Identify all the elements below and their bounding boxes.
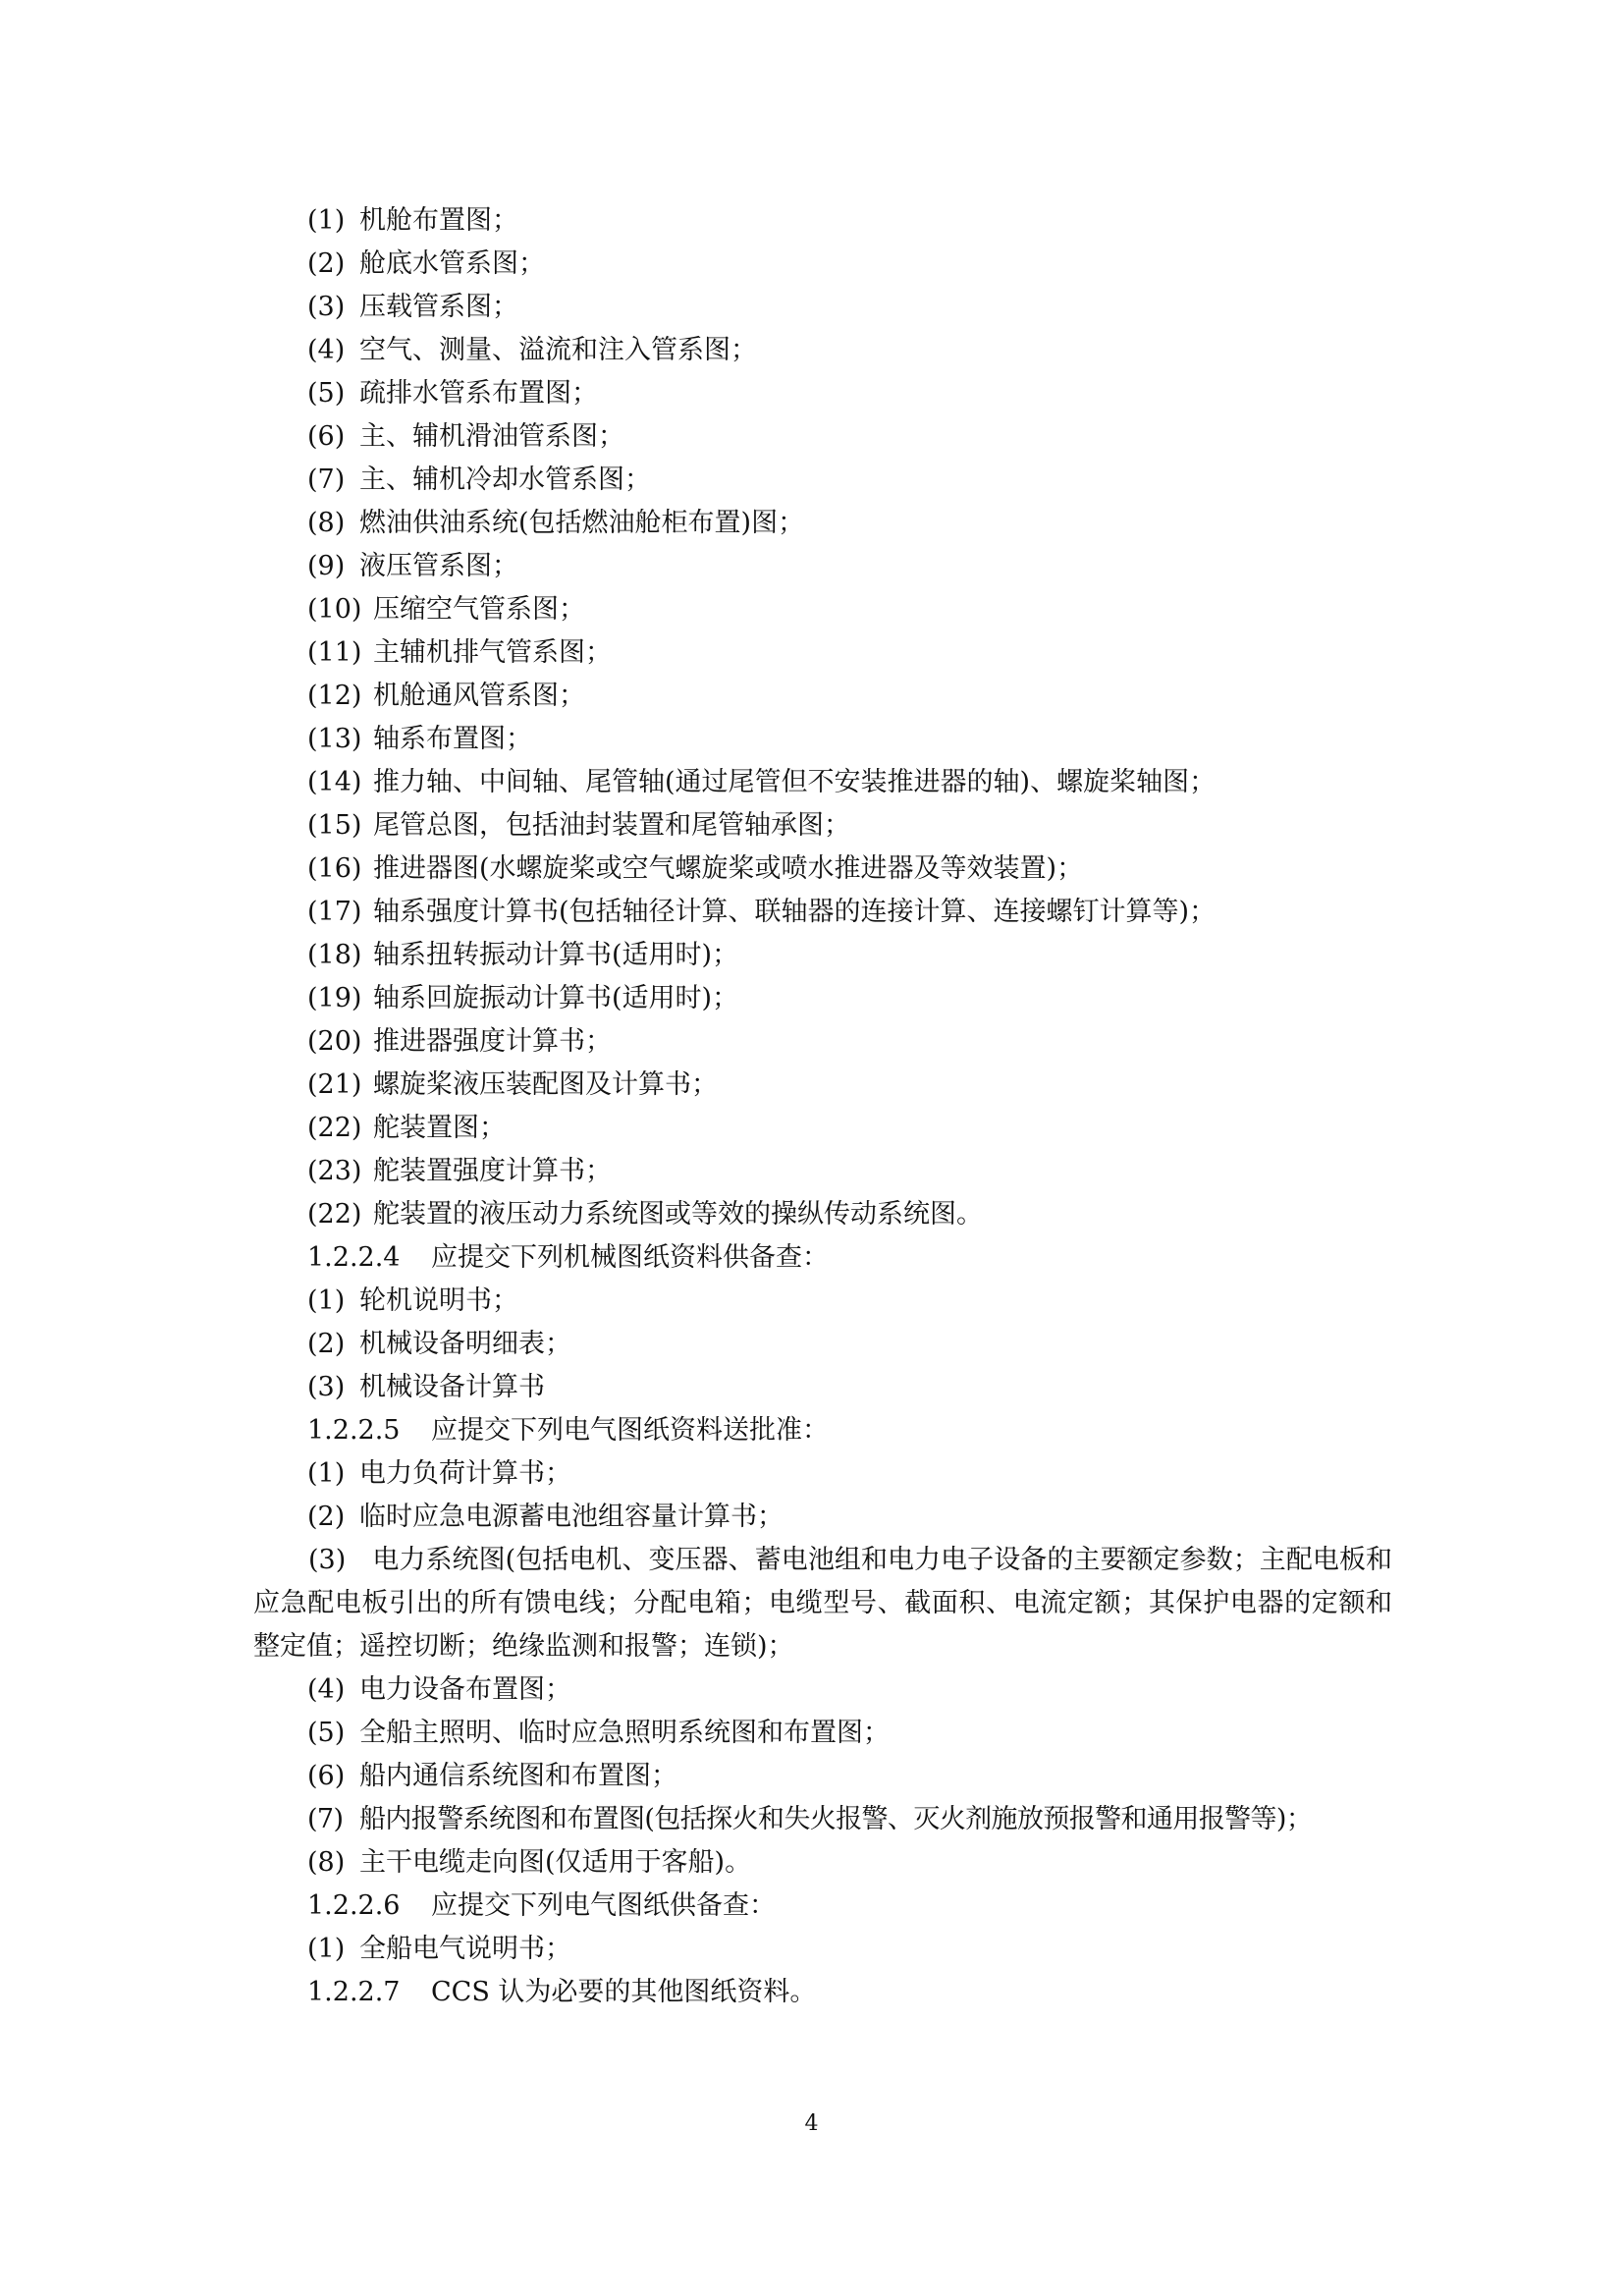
item-text: 舵装置图； bbox=[373, 1113, 506, 1143]
item-text: 主辅机排气管系图； bbox=[373, 637, 612, 668]
list-item bbox=[307, 1496, 784, 1539]
list-item bbox=[307, 1452, 571, 1496]
item-number: (10) bbox=[307, 594, 362, 625]
list-item bbox=[307, 1323, 571, 1366]
list-item bbox=[307, 1193, 983, 1236]
item-number: (16) bbox=[307, 853, 362, 884]
list-item bbox=[307, 675, 585, 718]
item-number: (7) bbox=[307, 1804, 344, 1834]
item-text: 轴系回旋振动计算书(适用时)； bbox=[373, 983, 739, 1013]
item-number: (5) bbox=[307, 378, 346, 409]
item-number: (2) bbox=[307, 248, 346, 279]
list-item bbox=[307, 329, 757, 372]
item-number: (18) bbox=[307, 940, 362, 970]
item-text: 主、辅机冷却水管系图； bbox=[359, 465, 651, 495]
list-item bbox=[307, 1280, 518, 1323]
list-item bbox=[307, 545, 518, 588]
section-text: 应提交下列电气图纸资料送批准： bbox=[431, 1415, 829, 1446]
item-number: (4) bbox=[307, 335, 346, 365]
item-number: (22) bbox=[307, 1113, 362, 1143]
list-item bbox=[307, 199, 518, 243]
item-number: (1) bbox=[307, 1285, 346, 1316]
list-item bbox=[307, 977, 738, 1020]
item-text: 推进器图(水螺旋桨或空气螺旋桨或喷水推进器及等效装置)； bbox=[373, 853, 1084, 884]
section-heading bbox=[307, 1236, 829, 1280]
list-item bbox=[307, 847, 1083, 891]
item-number: (1) bbox=[307, 205, 346, 236]
section-text: 应提交下列电气图纸供备查： bbox=[431, 1890, 776, 1921]
list-item bbox=[307, 804, 850, 847]
item-number: (19) bbox=[307, 983, 362, 1013]
list-item bbox=[307, 1928, 571, 1971]
item-number: (8) bbox=[307, 508, 346, 538]
item-text: 机舱布置图； bbox=[359, 205, 518, 236]
item-text: 临时应急电源蓄电池组容量计算书； bbox=[359, 1502, 784, 1532]
list-item bbox=[307, 502, 804, 545]
item-number: (23) bbox=[307, 1156, 362, 1186]
item-text: 舱底水管系图； bbox=[359, 248, 545, 279]
item-number: (9) bbox=[307, 551, 346, 581]
item-text: 舵装置强度计算书； bbox=[373, 1156, 612, 1186]
list-item bbox=[307, 1712, 890, 1755]
item-text: 轮机说明书； bbox=[359, 1285, 518, 1316]
item-number: (3) bbox=[307, 1372, 346, 1402]
item-text: 电力负荷计算书； bbox=[359, 1458, 571, 1489]
item-number: (4) bbox=[307, 1674, 346, 1705]
item-number: (2) bbox=[307, 1329, 346, 1359]
item-text: 压载管系图； bbox=[359, 292, 518, 322]
item-text: 推进器强度计算书； bbox=[373, 1026, 612, 1057]
section-text: CCS 认为必要的其他图纸资料。 bbox=[431, 1977, 817, 2007]
item-text: 全船主照明、临时应急照明系统图和布置图； bbox=[359, 1718, 890, 1748]
list-item bbox=[307, 1150, 612, 1193]
item-number: (14) bbox=[307, 767, 362, 797]
list-item bbox=[307, 1755, 677, 1798]
item-number: (15) bbox=[307, 810, 362, 841]
list-item bbox=[307, 588, 585, 631]
section-heading bbox=[307, 1409, 829, 1452]
item-text: 主、辅机滑油管系图； bbox=[359, 421, 624, 452]
item-text: 机械设备计算书 bbox=[359, 1372, 545, 1402]
item-number: (2) bbox=[307, 1502, 346, 1532]
item-text: 主干电缆走向图(仅适用于客船)。 bbox=[359, 1847, 752, 1878]
item-text: 推力轴、中间轴、尾管轴(通过尾管但不安装推进器的轴)、螺旋桨轴图； bbox=[373, 767, 1217, 797]
section-heading bbox=[307, 1885, 776, 1928]
section-number: 1.2.2.5 bbox=[307, 1415, 401, 1446]
section-number: 1.2.2.7 bbox=[307, 1977, 401, 2007]
list-item bbox=[307, 761, 1216, 804]
item-number: (1) bbox=[307, 1934, 346, 1964]
list-item bbox=[307, 372, 598, 415]
item-text: 液压管系图； bbox=[359, 551, 518, 581]
item-text: 电力设备布置图； bbox=[359, 1674, 571, 1705]
section-text: 应提交下列机械图纸资料供备查： bbox=[431, 1242, 829, 1273]
list-item bbox=[307, 1798, 1312, 1841]
item-number: (11) bbox=[307, 637, 362, 668]
item-number: (22) bbox=[307, 1199, 362, 1230]
item-text: 轴系扭转振动计算书(适用时)； bbox=[373, 940, 739, 970]
item-text: 机械设备明细表； bbox=[359, 1329, 571, 1359]
list-item bbox=[307, 1668, 571, 1712]
item-text: 轴系布置图； bbox=[373, 724, 532, 754]
list-item bbox=[307, 1107, 506, 1150]
section-number: 1.2.2.4 bbox=[307, 1242, 401, 1273]
item-number: (17) bbox=[307, 897, 362, 927]
item-text: 轴系强度计算书(包括轴径计算、联轴器的连接计算、连接螺钉计算等)； bbox=[373, 897, 1217, 927]
item-number: (6) bbox=[307, 1761, 346, 1791]
list-item bbox=[307, 243, 545, 286]
item-text: 舵装置的液压动力系统图或等效的操纵传动系统图。 bbox=[373, 1199, 983, 1230]
list-item bbox=[307, 286, 518, 329]
section-heading bbox=[307, 1971, 816, 2014]
item-text: 压缩空气管系图； bbox=[373, 594, 585, 625]
list-item bbox=[307, 718, 532, 761]
item-number: (8) bbox=[307, 1847, 346, 1878]
item-3-paragraph: (3) 电力系统图(包括电机、变压器、蓄电池组和电力电子设备的主要额定参数；主配电板和应急配电板引出的所有馈电线；分配电箱；电缆型号、截面积、电流定额；其保护电器的定额和整定值；遥控切断；绝缘监测和报警；连锁)； bbox=[253, 1545, 1392, 1662]
item-text: 全船电气说明书； bbox=[359, 1934, 571, 1964]
page-number: 4 bbox=[804, 2111, 819, 2136]
item-text: 螺旋桨液压装配图及计算书； bbox=[373, 1069, 718, 1100]
list-item bbox=[307, 1841, 751, 1885]
item-number: (5) bbox=[307, 1718, 346, 1748]
item-number: (1) bbox=[307, 1458, 346, 1489]
list-item bbox=[307, 934, 738, 977]
list-item bbox=[307, 891, 1216, 934]
list-item bbox=[307, 1366, 545, 1409]
item-number: (7) bbox=[307, 465, 346, 495]
item-text: 尾管总图，包括油封装置和尾管轴承图； bbox=[373, 810, 850, 841]
list-item bbox=[307, 415, 624, 459]
list-item bbox=[307, 459, 651, 502]
item-number: (6) bbox=[307, 421, 346, 452]
item-text: 疏排水管系布置图； bbox=[359, 378, 598, 409]
item-number: (13) bbox=[307, 724, 362, 754]
item-number: (3) bbox=[307, 292, 346, 322]
item-number: (12) bbox=[307, 681, 362, 711]
item-number: (21) bbox=[307, 1069, 362, 1100]
item-text: 机舱通风管系图； bbox=[373, 681, 585, 711]
list-item bbox=[307, 631, 612, 675]
item-text: 船内通信系统图和布置图； bbox=[359, 1761, 677, 1791]
item-number: (20) bbox=[307, 1026, 362, 1057]
item-text: 燃油供油系统(包括燃油舱柜布置)图； bbox=[359, 508, 805, 538]
list-item bbox=[307, 1020, 612, 1064]
list-item bbox=[307, 1064, 718, 1107]
item-text: 空气、测量、溢流和注入管系图； bbox=[359, 335, 757, 365]
item-text: 船内报警系统图和布置图(包括探火和失火报警、灭火剂施放预报警和通用报警等)； bbox=[359, 1804, 1313, 1834]
section-number: 1.2.2.6 bbox=[307, 1890, 401, 1921]
